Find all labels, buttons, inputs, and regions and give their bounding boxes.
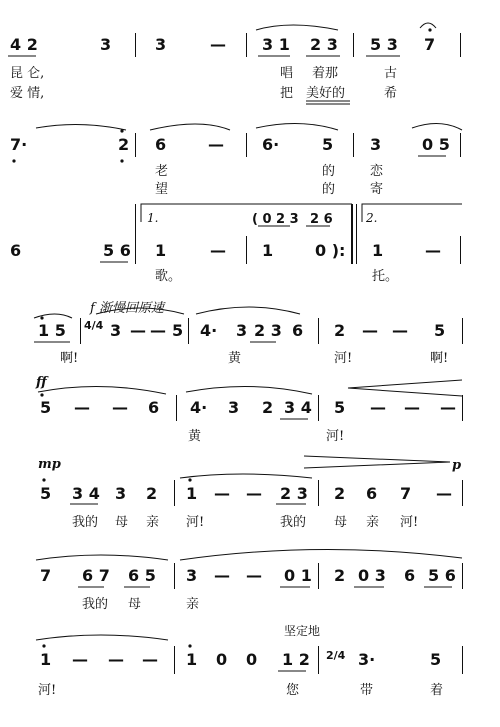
- lyric: 我的: [280, 515, 307, 530]
- note-group: 3 4: [72, 484, 100, 503]
- bar-line: [462, 646, 463, 674]
- octave-dot: [120, 159, 123, 162]
- note: 5: [40, 398, 52, 417]
- bar-line: [135, 133, 136, 157]
- lyric: 河!: [334, 351, 353, 366]
- slur: [256, 123, 338, 130]
- note: 3: [228, 398, 240, 417]
- lyric: 您: [286, 683, 300, 698]
- note: 3: [236, 321, 248, 340]
- octave-dot: [428, 28, 431, 31]
- dash: —: [404, 398, 420, 417]
- bar-line: [356, 204, 357, 264]
- lyric: 托。: [372, 269, 399, 284]
- dash: —: [210, 241, 226, 260]
- lyric: 古: [384, 66, 398, 81]
- lyric: 恋: [370, 164, 384, 179]
- note-group: 5 6: [103, 241, 131, 260]
- lyric: 啊!: [430, 351, 449, 366]
- slur: [180, 474, 312, 478]
- volta-2-label: 2.: [366, 211, 378, 225]
- rest: 0: [216, 650, 228, 669]
- note: 5: [322, 135, 334, 154]
- lyric: 着: [430, 683, 444, 698]
- bar-line: [246, 236, 247, 264]
- note: 3: [155, 35, 167, 54]
- lyric: 老: [155, 164, 169, 179]
- repeat-bar: [351, 204, 353, 264]
- dash: —: [150, 321, 166, 340]
- bar-line: [460, 236, 461, 264]
- slur: [186, 386, 312, 394]
- note-group: 1 2: [282, 650, 310, 669]
- dash: —: [425, 241, 441, 260]
- dash: —: [72, 650, 88, 669]
- note: 5: [172, 321, 184, 340]
- time-signature: 4/4: [84, 319, 104, 332]
- dash: —: [392, 321, 408, 340]
- bar-line: [353, 33, 354, 57]
- note: 1: [40, 650, 52, 669]
- note: 6: [404, 566, 416, 585]
- dynamic-p: p: [452, 458, 462, 473]
- lyric: 昆 仑,: [10, 66, 45, 81]
- note: 1: [186, 484, 198, 503]
- octave-dot: [188, 644, 191, 647]
- note: 7: [400, 484, 412, 503]
- lyric: 黄: [228, 351, 242, 366]
- slur: [36, 635, 168, 640]
- note-group: 2 3: [254, 321, 282, 340]
- paren-notes: 2 6: [310, 212, 333, 227]
- bar-line: [176, 395, 177, 421]
- expression-marking: 坚定地: [284, 624, 321, 638]
- note: 2: [334, 484, 346, 503]
- note: 2: [334, 321, 346, 340]
- lyric: 河!: [400, 515, 419, 530]
- lyric: 母: [128, 597, 142, 612]
- note: 3: [115, 484, 127, 503]
- note: 2: [262, 398, 274, 417]
- lyric: 把: [280, 86, 294, 101]
- note: 5: [434, 321, 446, 340]
- bar-line: [80, 318, 81, 344]
- note: 2: [146, 484, 158, 503]
- bar-line: [135, 204, 136, 264]
- note: 5: [430, 650, 442, 669]
- dynamic-ff: ff: [36, 375, 47, 390]
- octave-dot: [40, 316, 43, 319]
- crescendo: [348, 380, 462, 396]
- note: 3: [100, 35, 112, 54]
- note: 2: [334, 566, 346, 585]
- note: 1: [372, 241, 384, 260]
- lyric: 的: [322, 164, 336, 179]
- slur: [196, 307, 300, 314]
- note: 1: [186, 650, 198, 669]
- note: 6·: [262, 135, 280, 154]
- dash: —: [246, 566, 262, 585]
- lyric: 唱: [280, 66, 294, 81]
- paren-notes: ( 0 2 3: [252, 212, 299, 227]
- note: 7: [40, 566, 52, 585]
- note: 3·: [358, 650, 376, 669]
- lyric: 啊!: [60, 351, 79, 366]
- dash: —: [436, 484, 452, 503]
- slur: [38, 386, 166, 394]
- note-group: 6 5: [128, 566, 156, 585]
- lyric: 带: [360, 683, 374, 698]
- dash: —: [74, 398, 90, 417]
- note: 6: [366, 484, 378, 503]
- lyric: 母: [334, 515, 348, 530]
- note-group: 3 1: [262, 35, 290, 54]
- bar-line: [318, 563, 319, 589]
- note: 5: [40, 484, 52, 503]
- bar-line: [318, 395, 319, 421]
- note-group: 4 2: [10, 35, 38, 54]
- bar-line: [318, 480, 319, 506]
- bar-line: [188, 318, 189, 344]
- octave-dot: [42, 478, 45, 481]
- slur: [36, 555, 168, 560]
- lyric: 希: [384, 86, 398, 101]
- dash: —: [246, 484, 262, 503]
- bar-line: [318, 646, 319, 674]
- note: 4·: [190, 398, 208, 417]
- note-group: 6 7: [82, 566, 110, 585]
- bar-line: [135, 33, 136, 57]
- lyric: 亲: [366, 515, 380, 530]
- note-group: 3 4: [284, 398, 312, 417]
- note-group: 2 3: [280, 484, 308, 503]
- bar-line: [462, 480, 463, 506]
- note: 1: [262, 241, 274, 260]
- dash: —: [370, 398, 386, 417]
- dynamic-mp: mp: [38, 457, 61, 472]
- note-group: 0 1: [284, 566, 312, 585]
- note: 1: [155, 241, 167, 260]
- slur: [256, 25, 338, 30]
- note: 4·: [200, 321, 218, 340]
- octave-dot: [42, 644, 45, 647]
- lyric: 河!: [186, 515, 205, 530]
- lyric: 黄: [188, 429, 202, 444]
- lyric: 亲: [146, 515, 160, 530]
- octave-dot: [188, 478, 191, 481]
- octave-dot: [12, 159, 15, 162]
- slur: [36, 124, 126, 130]
- slur: [34, 314, 72, 318]
- note: 6: [148, 398, 160, 417]
- slur: [150, 124, 230, 130]
- bar-line: [460, 133, 461, 157]
- lyric: 河!: [326, 429, 345, 444]
- bar-line: [246, 33, 247, 57]
- note-group: 5 3: [370, 35, 398, 54]
- fermata: [420, 23, 436, 28]
- dash: —: [210, 35, 226, 54]
- note: 6: [10, 241, 22, 260]
- dash: —: [214, 566, 230, 585]
- lyric: 歌。: [155, 269, 182, 284]
- octave-dot: [120, 129, 123, 132]
- lyric: 望: [155, 182, 169, 197]
- lyric: 爱 情,: [10, 86, 45, 101]
- tempo-marking: f 渐慢回原速: [90, 301, 164, 316]
- dash: —: [142, 650, 158, 669]
- repeat-rest: 0 ):: [315, 241, 346, 260]
- bar-line: [246, 133, 247, 157]
- lyric: 美好的: [306, 86, 346, 101]
- bar-line: [174, 563, 175, 589]
- note: 6: [155, 135, 167, 154]
- slur: [180, 549, 462, 560]
- slur: [412, 123, 462, 130]
- dash: —: [108, 650, 124, 669]
- note-group: 0 3: [358, 566, 386, 585]
- dash: —: [130, 321, 146, 340]
- bar-line: [462, 395, 463, 421]
- bar-line: [174, 480, 175, 506]
- lyric: 着那: [312, 66, 339, 81]
- note: 3: [186, 566, 198, 585]
- note-group: 2 3: [310, 35, 338, 54]
- note-group: 5 6: [428, 566, 456, 585]
- decrescendo: [304, 456, 450, 468]
- lyric: 我的: [72, 515, 99, 530]
- note: 3: [370, 135, 382, 154]
- lyric: 我的: [82, 597, 109, 612]
- note: 2: [118, 135, 130, 154]
- lyric: 母: [115, 515, 129, 530]
- octave-dot: [40, 393, 43, 396]
- bar-line: [318, 318, 319, 344]
- bar-line: [460, 33, 461, 57]
- lyric: 寄: [370, 182, 384, 197]
- note: 6: [292, 321, 304, 340]
- time-signature: 2/4: [326, 649, 346, 662]
- note: 7: [424, 35, 436, 54]
- note: 7·: [10, 135, 28, 154]
- lyric: 的: [322, 182, 336, 197]
- dash: —: [440, 398, 456, 417]
- lyric: 河!: [38, 683, 57, 698]
- note: 5: [334, 398, 346, 417]
- note-group: 1 5: [38, 321, 66, 340]
- rest: 0: [246, 650, 258, 669]
- bar-line: [174, 646, 175, 674]
- bar-line: [462, 563, 463, 589]
- dash: —: [214, 484, 230, 503]
- note-group: 0 5: [422, 135, 450, 154]
- volta-1-label: 1.: [147, 211, 159, 225]
- bar-line: [462, 318, 463, 344]
- dash: —: [362, 321, 378, 340]
- dash: —: [208, 135, 224, 154]
- bar-line: [353, 133, 354, 157]
- note: 3: [110, 321, 122, 340]
- lyric: 亲: [186, 597, 200, 612]
- dash: —: [112, 398, 128, 417]
